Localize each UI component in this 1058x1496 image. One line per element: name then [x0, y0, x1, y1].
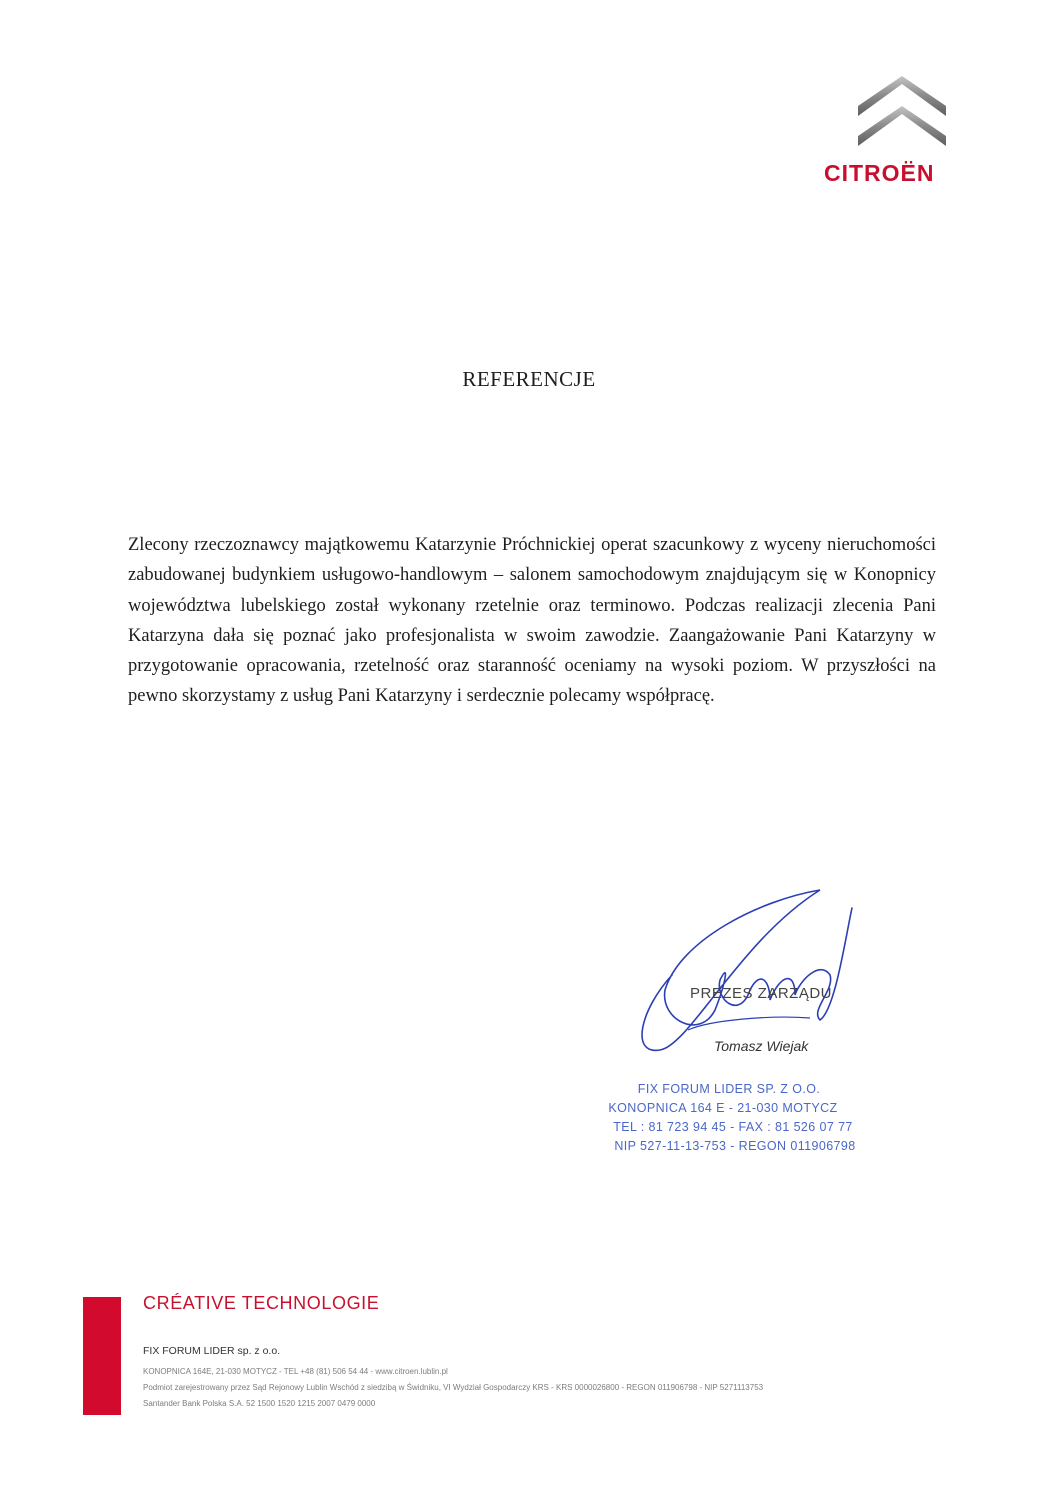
footer-accent-bar	[83, 1297, 121, 1415]
handwritten-signature	[620, 880, 880, 1060]
stamp-line: TEL : 81 723 94 45 - FAX : 81 526 07 77	[613, 1120, 853, 1134]
company-stamp	[588, 1080, 858, 1156]
footer	[143, 1345, 763, 1412]
reference-body-text: Zlecony rzeczoznawcy majątkowemu Katarzynie Próchnickiej operat szacunkowy z wyceny nieruchomości zabudowanej budynkiem usługowo-handlowym – salonem samochodowym znajdującym się w Konopnicy województwa lubelskiego został wykonany rzetelnie oraz terminowo. Podczas realizacji zlecenia Pani Katarzyna dała się poznać jako profesjonalista w swoim zawodzie. Zaangażowanie Pani Katarzyny w przygotowanie opracowania, rzetelność oraz staranność oceniamy na wysoki poziom. W przyszłości na pewno skorzystamy z usług Pani Katarzyny i serdecznie polecamy współpracę.	[128, 535, 936, 707]
stamp-line: NIP 527-11-13-753 - REGON 011906798	[614, 1139, 856, 1153]
document-title: REFERENCJE	[462, 367, 596, 391]
footer-bank: Santander Bank Polska S.A. 52 1500 1520 1215 2007 0479 0000	[143, 1399, 376, 1408]
stamp-line: KONOPNICA 164 E - 21-030 MOTYCZ	[608, 1101, 838, 1115]
signer-name: Tomasz Wiejak	[714, 1038, 809, 1054]
footer-registration: Podmiot zarejestrowany przez Sąd Rejonowy Lublin Wschód z siedzibą w Świdniku, VI Wydział Gospodarczy KRS - KRS 0000026800 - REGON 011906798 - NIP 5271113753	[143, 1383, 764, 1392]
footer-address: KONOPNICA 164E, 21-030 MOTYCZ - TEL +48 (81) 506 54 44 - www.citroen.lublin.pl	[143, 1367, 448, 1376]
citroen-logo	[818, 70, 988, 190]
signer-role: PREZES ZARZĄDU	[690, 985, 833, 1002]
stamp-line: FIX FORUM LIDER SP. Z O.O.	[637, 1082, 821, 1096]
brand-name: CITROËN	[824, 160, 935, 186]
double-chevron-icon	[856, 72, 948, 150]
footer-company-name: FIX FORUM LIDER sp. z o.o.	[143, 1345, 281, 1357]
footer-tagline: CRÉATIVE TECHNOLOGIE	[143, 1293, 380, 1313]
